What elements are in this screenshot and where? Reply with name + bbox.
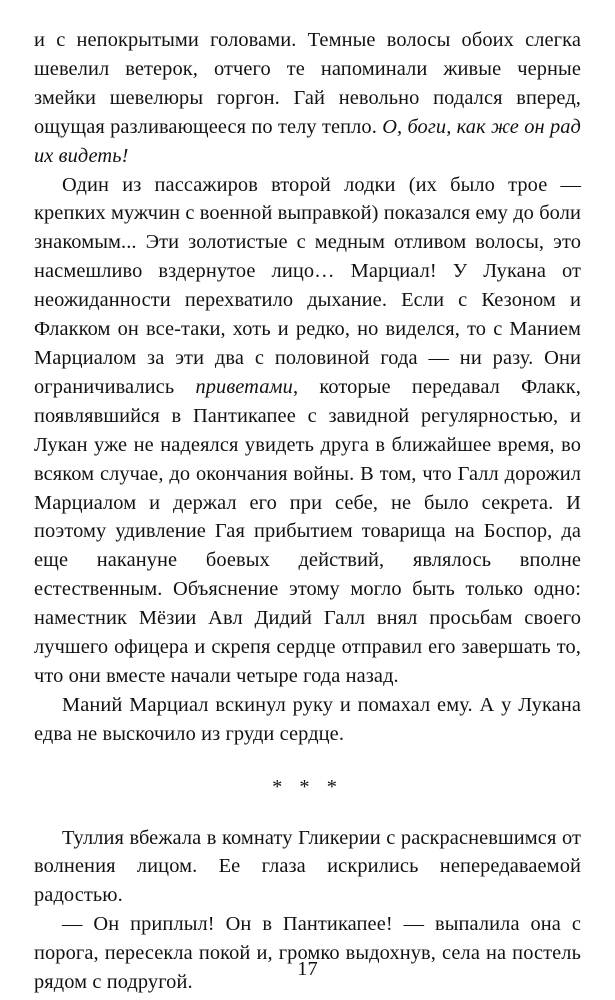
scene-divider: * * * [272,775,343,798]
paragraph: Туллия вбежала в комнату Гликерии с раскрасневшимся от волнения лицом. Ее глаза искрились непередаваемой радостью. [34,826,581,907]
paragraph-continuation: и с непокрытыми головами. Темные волосы обоих слегка шевелил ветерок, отчего те напоминали живые черные змейки шевелюры горгон. Гай невольно подался вперед, ощущая разливающееся по телу тепло. О, боги, как же он рад их видеть! [34,29,581,167]
paragraph-dialogue: — Он приплыл! Он в Пантикапее! — выпалила она с порога, пересекла покой и, громко выдохнув, села на постель рядом с подругой. [34,913,581,994]
italic-run: О, боги, как же он рад их видеть! [34,115,581,167]
paragraph: Один из пассажиров второй лодки (их было трое — крепких мужчин с военной выправкой) показался ему до боли знакомым... Эти золотистые с медным отливом волосы, это насмешливо вздернутое лицо… Марциал! У Лукана от неожиданности перехватило дыхание. Если с Кезоном и Флакком он все-таки, хоть и редко, но виделся, то с Манием Марциалом за эти два с половиной года — ни разу. Они ограничивались приветами, которые передавал Флакк, появлявшийся в Пантикапее с завидной регулярностью, и Лукан уже не надеялся увидеть друга в ближайшее время, во всяком случае, до окончания войны. В том, что Галл дорожил Марциалом и держал его при себе, не было секрета. И поэтому удивление Гая прибытием товарища на Боспор, да еще накануне боевых действий, являлось вполне естественным. Объяснение этому могло быть только одно: наместник Мёзии Авл Дидий Галл внял просьбам своего лучшего офицера и скрепя сердце отправил его завершать то, что они вместе начали четыре года назад. [34,173,582,687]
paragraph: Маний Марциал вскинул руку и помахал ему. А у Лукана едва не выскочило из груди сердце. [34,693,581,745]
italic-run: приветами [195,375,293,398]
page-text-block [34,26,581,997]
page-number: 17 [297,958,318,980]
